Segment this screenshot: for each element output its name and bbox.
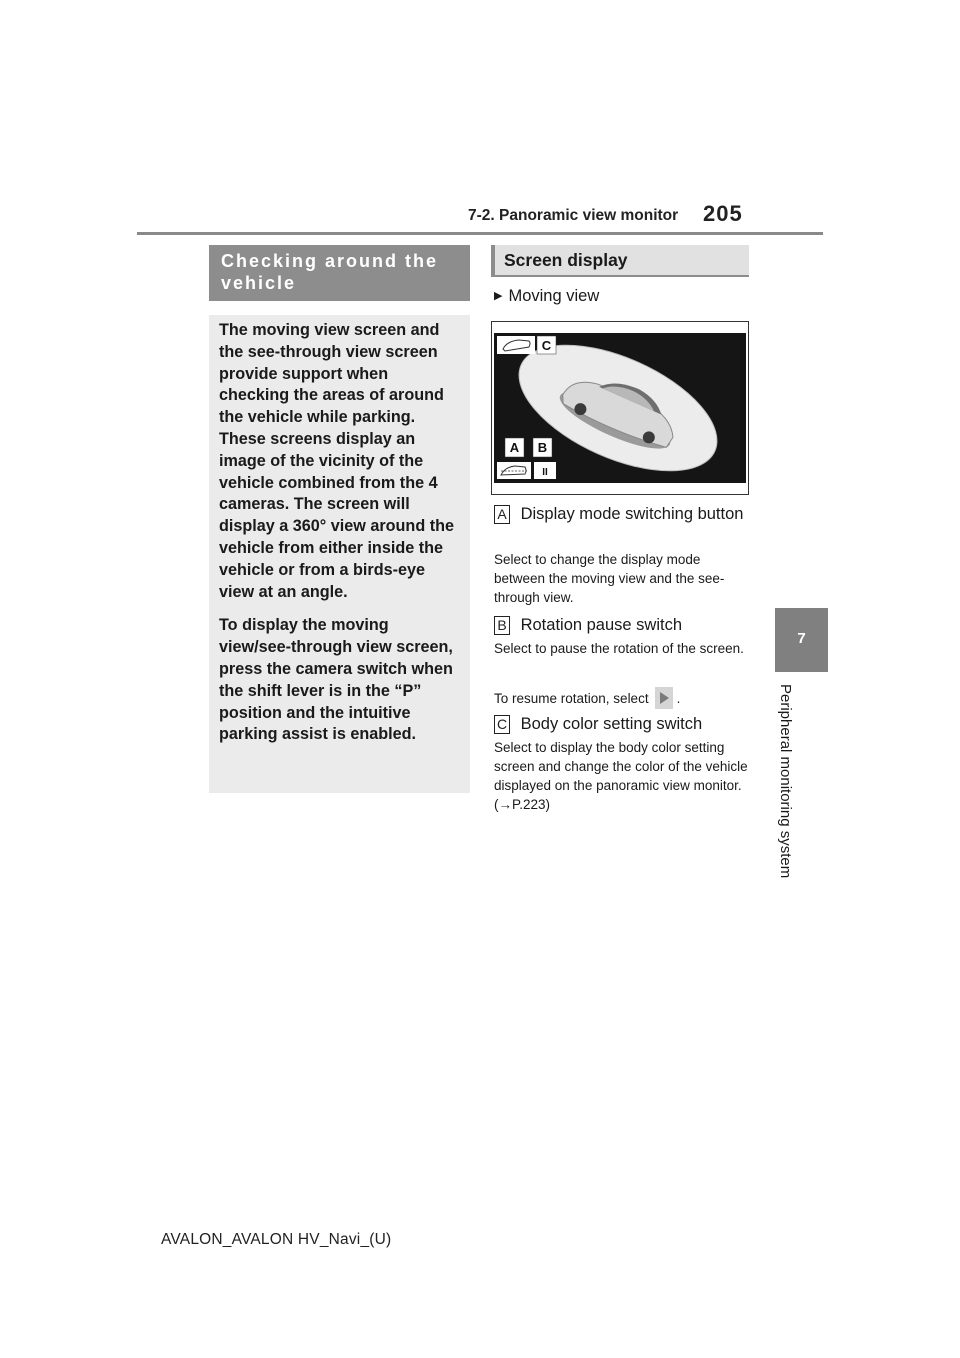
left-box-paragraph: To display the moving view/see-through view screen, press the camera switch when the shift lever is in the “P” position and the intuitive parking assist is enabled. <box>219 616 453 744</box>
screen-label-a: A <box>509 440 520 455</box>
screen-label-b: B <box>537 440 548 455</box>
left-box-title: Checking around the vehicle <box>209 245 470 301</box>
item-a-description: Select to change the display mode between the moving view and the see-through view. <box>494 552 725 605</box>
item-b-title: Rotation pause switch <box>520 616 683 634</box>
left-box-paragraph: The moving view screen and the see-through view screen provide support when checking the areas of around the vehicle while parking. These screens display an image of the vicinity of the vehicle combined from the 4 cameras. The screen will display a 360° view around the vehicle from either inside the vehicle or from a birds-eye view at an angle. <box>219 321 454 601</box>
bullet-text: Moving view <box>508 287 600 305</box>
page-number: 205 <box>703 201 743 226</box>
screen-label-c: C <box>541 338 552 353</box>
item-a-title: Display mode switching button <box>520 505 744 523</box>
item-c-description: Select to display the body color setting screen and change the color of the vehicle displayed on the panoramic view monitor. (→P.223) <box>494 740 748 812</box>
item-b-description: Select to pause the rotation of the screen. <box>494 641 744 656</box>
marker-b: B <box>494 616 510 635</box>
marker-a: A <box>494 505 510 524</box>
chapter-number: 7 <box>797 630 806 647</box>
document-code: AVALON_AVALON HV_Navi_(U) <box>161 1231 392 1248</box>
item-c-title: Body color setting switch <box>520 715 703 733</box>
header-divider <box>137 232 823 235</box>
left-box-body <box>209 315 470 793</box>
item-b-heading <box>494 614 754 636</box>
item-c-heading <box>494 713 754 735</box>
item-b-resume-note <box>494 687 754 709</box>
monitor-screen-illustration <box>491 321 749 495</box>
resume-note-text: To resume rotation, select <box>494 691 649 706</box>
bullet-triangle-icon: ▶ <box>494 290 503 302</box>
resume-note-end: . <box>676 691 681 706</box>
item-a-heading <box>494 503 754 525</box>
section-title: 7-2. Panoramic view monitor <box>468 207 679 224</box>
chapter-title: Peripheral monitoring system <box>777 684 794 879</box>
bullet-item <box>494 287 599 306</box>
marker-c: C <box>494 715 510 734</box>
pause-icon: II <box>542 467 548 478</box>
play-icon <box>655 687 673 709</box>
right-box-title: Screen display <box>491 245 749 277</box>
